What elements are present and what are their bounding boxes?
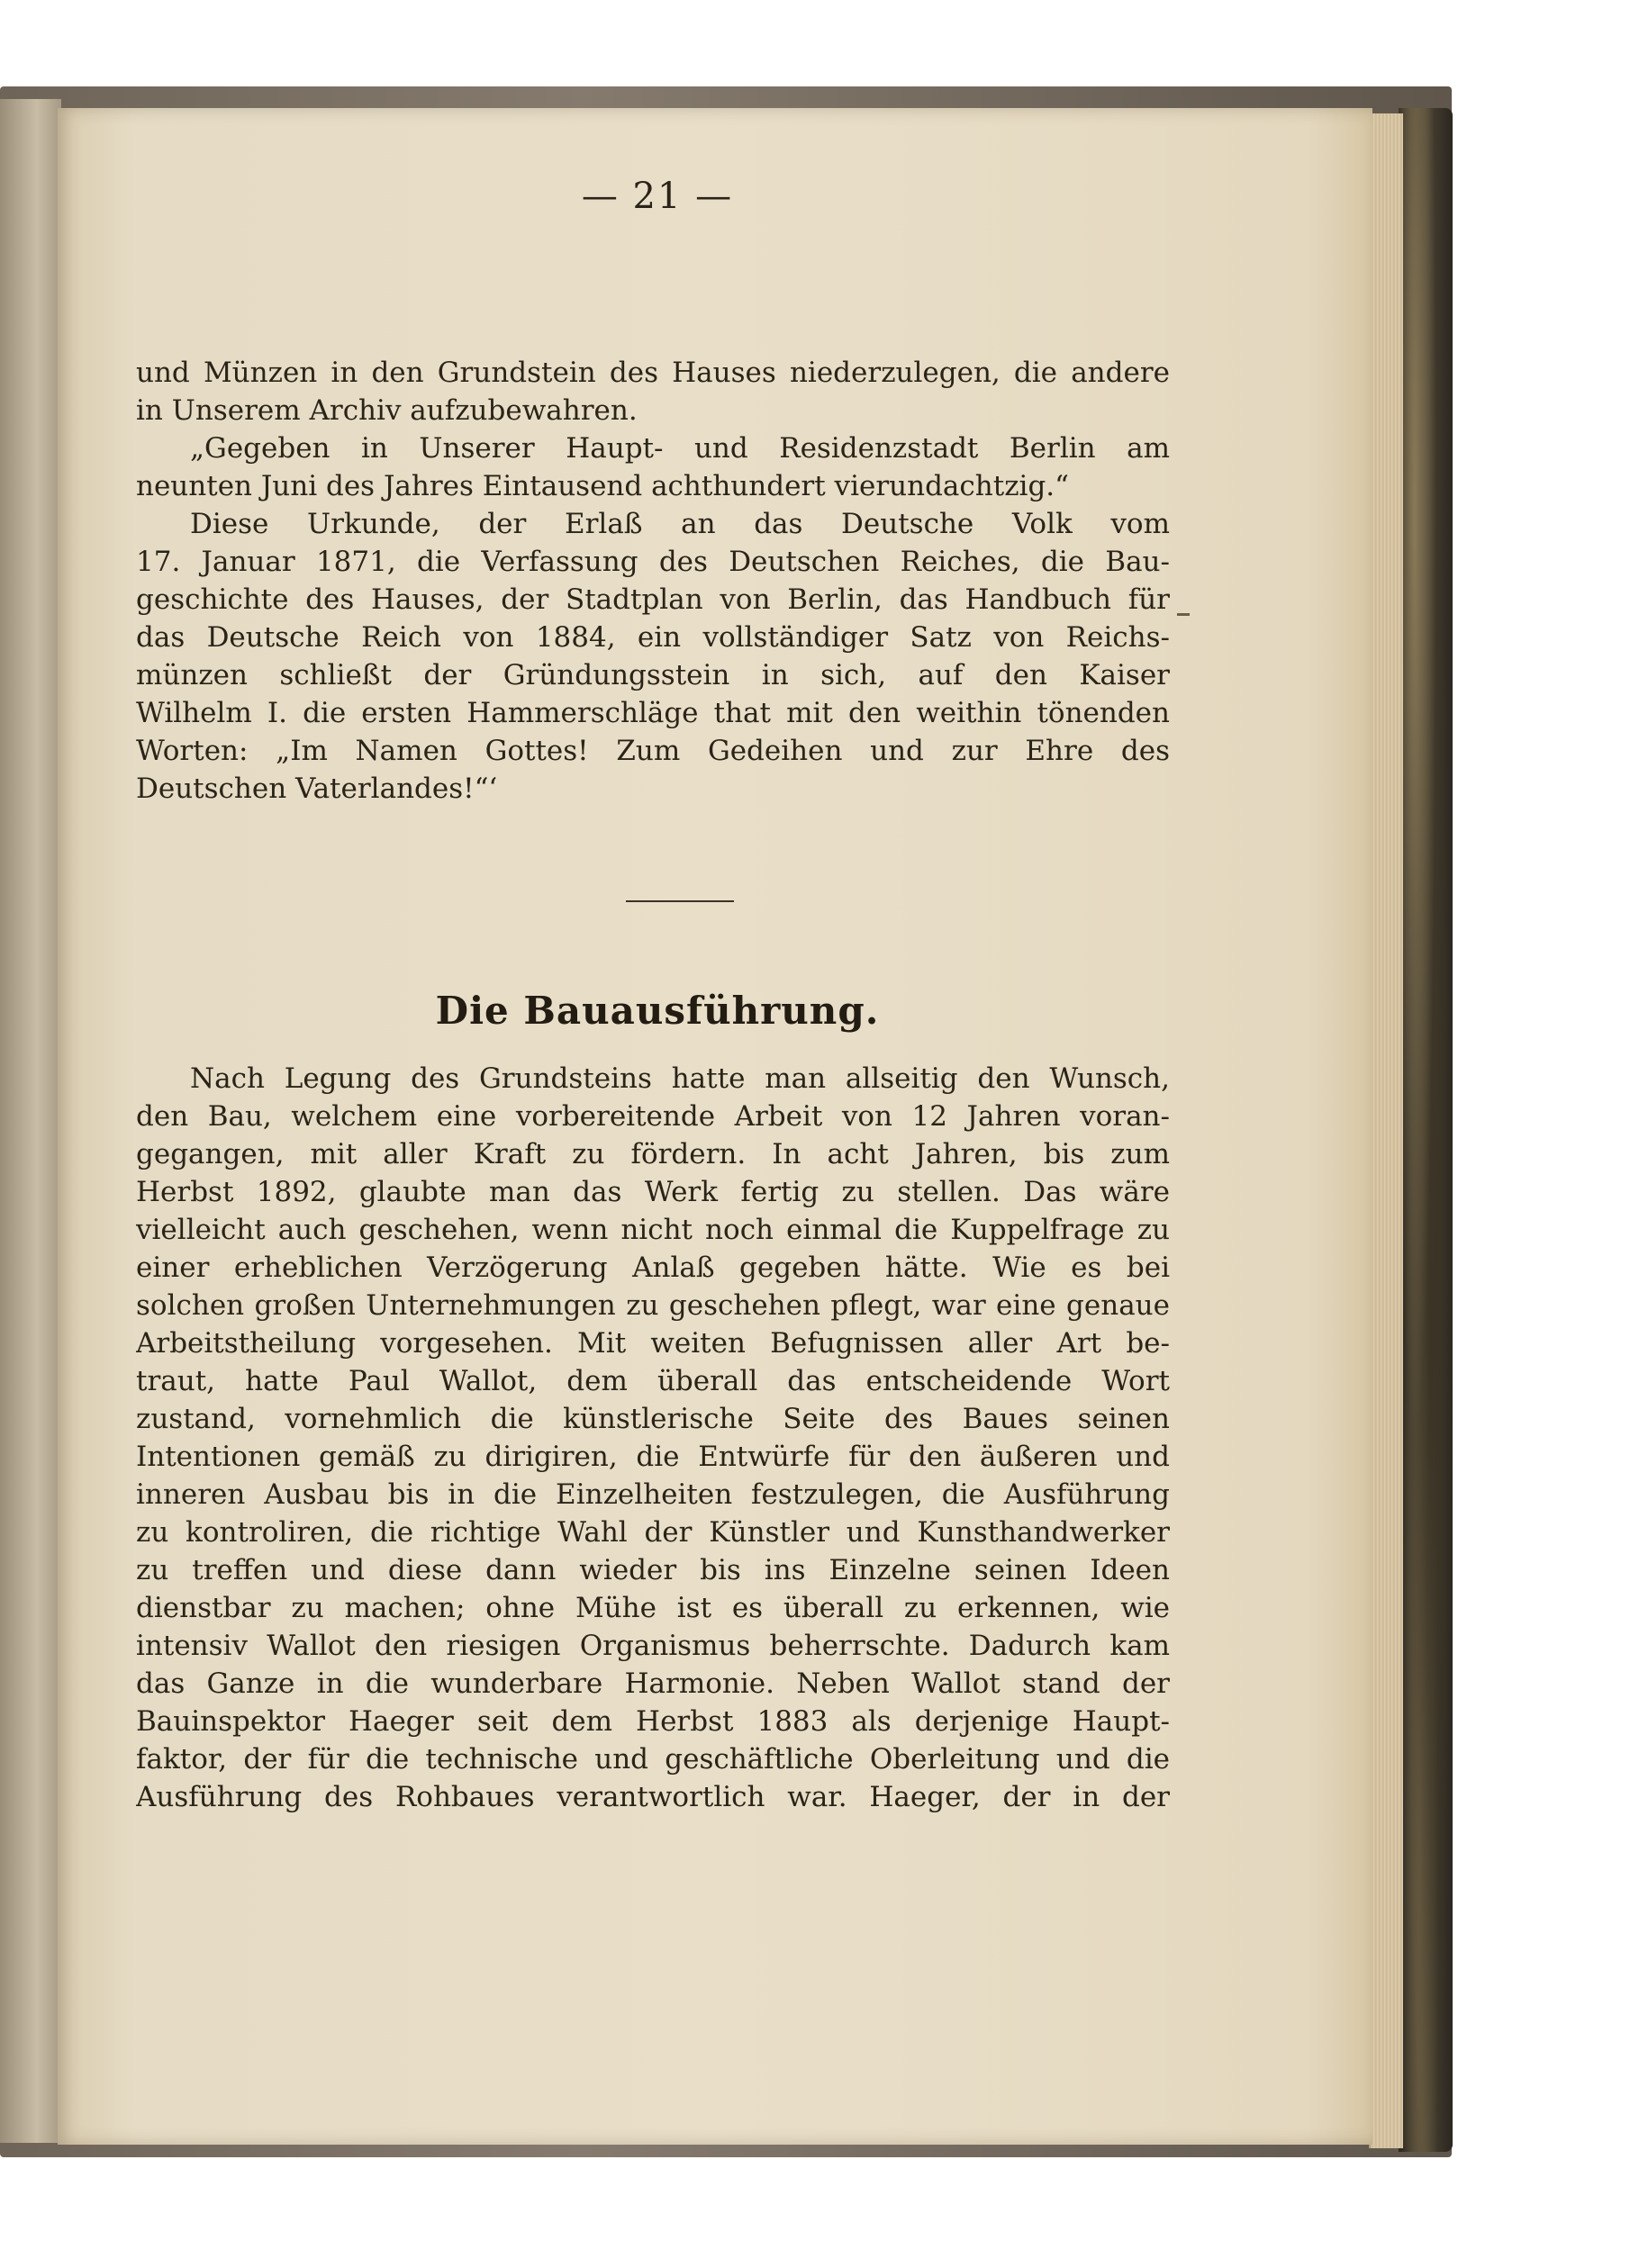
text-line: geschichte des Hauses, der Stadtplan von Berlin, das Handbuch für (136, 583, 1170, 616)
text-line: Intentionen gemäß zu dirigiren, die Entwürfe für den äußeren und (136, 1441, 1170, 1473)
text-line: zu treffen und diese dann wieder bis ins Einzelne seinen Ideen (136, 1554, 1170, 1586)
text-line: intensiv Wallot den riesigen Organismus beherrschte. Dadurch kam (136, 1630, 1170, 1662)
page-stack-edge (1369, 113, 1403, 2148)
text-line: das Deutsche Reich von 1884, ein vollständiger Satz von Reichs- (136, 621, 1170, 654)
text-line: zu kontroliren, die richtige Wahl der Künstler und Kunsthandwerker (136, 1516, 1170, 1549)
text-line: traut, hatte Paul Wallot, dem überall das entscheidende Wort (136, 1365, 1170, 1397)
margin-mark (1177, 613, 1190, 616)
section-divider (626, 900, 734, 902)
text-line: Worten: „Im Namen Gottes! Zum Gedeihen und zur Ehre des (136, 735, 1170, 767)
text-line: Wilhelm I. die ersten Hammerschläge that mit den weithin tönenden (136, 697, 1170, 729)
text-line: neunten Juni des Jahres Eintausend achthundert vierundachtzig.“ (136, 470, 1069, 502)
text-line: zustand, vornehmlich die künstlerische Seite des Baues seinen (136, 1403, 1170, 1435)
text-line: münzen schließt der Gründungsstein in sich, auf den Kaiser (136, 659, 1170, 691)
text-line: Arbeitstheilung vorgesehen. Mit weiten Befugnissen aller Art be- (136, 1327, 1170, 1360)
text-line: und Münzen in den Grundstein des Hauses niederzulegen, die andere (136, 357, 1170, 389)
text-line: vielleicht auch geschehen, wenn nicht noch einmal die Kuppelfrage zu (136, 1214, 1170, 1246)
text-line: das Ganze in die wunderbare Harmonie. Neben Wallot stand der (136, 1667, 1170, 1700)
text-line: Herbst 1892, glaubte man das Werk fertig zu stellen. Das wäre (136, 1176, 1170, 1208)
text-line: Bauinspektor Haeger seit dem Herbst 1883 als derjenige Haupt- (136, 1705, 1170, 1738)
text-line: in Unserem Archiv aufzubewahren. (136, 394, 638, 427)
text-line: „Gegeben in Unserer Haupt- und Residenzstadt Berlin am (190, 432, 1170, 465)
text-line: faktor, der für die technische und geschäftliche Oberleitung und die (136, 1743, 1170, 1776)
paragraph-main (136, 1060, 1170, 1816)
text-line: Ausführung des Rohbaues verantwortlich war. Haeger, der in der (136, 1781, 1170, 1813)
text-line: Diese Urkunde, der Erlaß an das Deutsche Volk vom (190, 508, 1170, 540)
text-line: 17. Januar 1871, die Verfassung des Deutschen Reiches, die Bau- (136, 546, 1170, 578)
text-line: den Bau, welchem eine vorbereitende Arbeit von 12 Jahren voran- (136, 1100, 1170, 1133)
section-heading: Die Bauausführung. (435, 989, 880, 1033)
book-spine (1399, 108, 1453, 2152)
text-line: einer erheblichen Verzögerung Anlaß gegeben hätte. Wie es bei (136, 1251, 1170, 1284)
text-line: dienstbar zu machen; ohne Mühe ist es überall zu erkennen, wie (136, 1592, 1170, 1624)
text-line: Nach Legung des Grundsteins hatte man allseitig den Wunsch, (190, 1062, 1170, 1095)
text-line: gegangen, mit aller Kraft zu fördern. In acht Jahren, bis zum (136, 1138, 1170, 1170)
text-line: solchen großen Unternehmungen zu geschehen pflegt, war eine genaue (136, 1289, 1170, 1322)
paragraph-top (136, 354, 1170, 808)
text-line: inneren Ausbau bis in die Einzelheiten festzulegen, die Ausführung (136, 1478, 1170, 1511)
text-line: Deutschen Vaterlandes!“‘ (136, 773, 498, 805)
previous-page-edge (0, 99, 61, 2143)
page-number: — 21 — (581, 176, 734, 217)
